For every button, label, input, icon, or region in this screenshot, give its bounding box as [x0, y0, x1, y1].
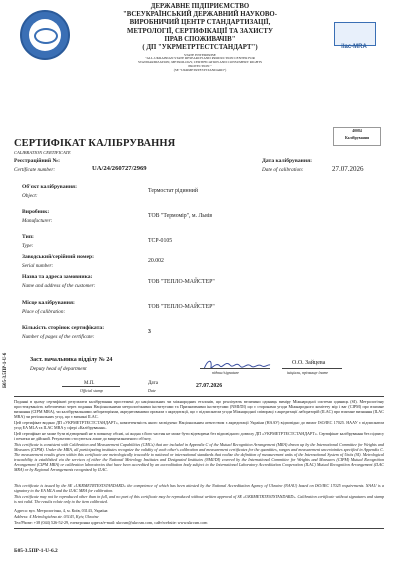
header-line: ( ДП "УКРМЕТРТЕСТСТАНДАРТ"): [142, 44, 258, 52]
field-label-en: Place of calibration:: [22, 309, 66, 315]
ilac-mra-logo-icon: ilac-MRA: [334, 22, 374, 52]
header-en-line: (SE "UKRMETRTESTSTANDARD"): [173, 68, 227, 73]
field-label: Заводський/серійний номер:: [22, 254, 95, 260]
header-en-line: STANDARDIZATION, METROLOGY, CERTIFICATION AND CONSUMERS' RIGHTS: [137, 60, 263, 65]
sign-date-value: 27.07.2026: [196, 383, 223, 389]
paragraph-accreditation-en: This certificate is issued by the SE «UKRMETRTESTSTANDARD» the competence of which has been attested by the National Accreditation Agency of Ukraine (NAAU) based on ISO/IEC 17025 requirements. NAAU is a signatory to the EA MLA and the ILAC MRA for calibration.: [14, 483, 384, 494]
divider: [14, 396, 384, 397]
side-code: Б05-3.5ПР-1-U-6: [3, 352, 8, 388]
address-en: Address: 4 Metrologichna str. 03143, Kyiv, Ukraine: [14, 514, 99, 519]
field-value: TCP-0105: [148, 238, 173, 244]
field-label-en: Object:: [22, 193, 38, 199]
signatory-name: О.О. Зайцева: [292, 360, 326, 366]
field-value: ТОВ "Термомір", м. Львів: [148, 213, 213, 219]
field-value: ТОВ "ТЕПЛО-МАЙСТЕР": [148, 279, 215, 285]
footer-code: Б05-3.5ПР-1-U-6.2: [14, 548, 58, 554]
reg-number-value: UA/24/260727/2969: [92, 165, 147, 172]
header-en-line: STATE ENTERPRISE: [184, 53, 216, 58]
field-label: Місце калібрування:: [22, 300, 75, 306]
header-block: [95, 3, 305, 73]
field-label: Виробник:: [22, 209, 50, 215]
accreditation-stamp: [333, 127, 381, 146]
header-line: ДЕРЖАВНЕ ПІДПРИЄМСТВО: [150, 3, 250, 10]
field-label: Тип:: [22, 234, 34, 240]
paragraph-traceability-ua: Поданні в цьому сертифікаті результати калібрування простежені до національних чи міжнародних еталонів, що реалізують величини одиниць виміру Міжнародної системи одиниць (SI). Метрологічну простежуваність забезпечено через подання Національними метрологічними інститутами та Призначеними інститутами (NMI/DI) що є сторонами угоди Міжнародного комітету мір і ваг (CIPM) про взаємне визнання (CIPM MRA), чи калібрувальними лабораторіями, акредитованими органом з акредитації, що є підписантом угоди Міжнародної співпраці з акредитації лабораторій (ILAC) про взаємне визнання (ILAC MRA) чи регіональних угод, що є визнані ILAC.: [14, 399, 384, 420]
field-label-en: Manufacturer:: [22, 218, 53, 224]
divider: [14, 528, 384, 529]
reg-number-label: Реєстраційний №:: [14, 158, 61, 164]
field-label: Назва та адреса замовника:: [22, 274, 93, 280]
official-stamp-label-en: Official stamp: [80, 388, 103, 393]
signatory-position: Заст. начальника відділу № 24: [30, 357, 113, 363]
header-line: МЕТРОЛОГІЇ, СЕРТИФІКАЦІЇ ТА ЗАХИСТУ: [127, 27, 273, 35]
field-value: 20.002: [148, 258, 164, 264]
paragraph-reproduction-en: This certificate may not be reproduced other than in full, and no part of this certificate may be reproduced without written approval of SE «UKRMETRTESTSTANDARD». Calibration certificate without signatures and stamp is not valid. The results relate only to the item calibrated.: [14, 494, 384, 505]
address-ua: Адреса: вул. Метрологічна, 4, м. Київ, 03143, Україна: [14, 508, 108, 513]
paragraph-reproduction-ua: Цей сертифікат не може бути відтворений не в повному обсязі, ні жодна з його частин не може бути відтворена без відповідного дозволу ДП «УКРМЕТРТЕСТСТАНДАРТ». Сертифікат калібрування без підпису і печатки не дійсний. Результати стосуються лише до вищезазначеного об'єкту.: [14, 431, 384, 442]
header-line: ПРАВ СПОЖИВАЧІВ": [164, 35, 236, 43]
paragraph-traceability-en: This certificate is consistent with Calibration and Measurement Capabilities (CMCs) that are included in Appendix C of the Mutual Recognition Arrangement (MRA) drawn up by the International Committee for Weights and Measures (CIPM). Under the MRA, all participating institutes recognize the validity of each other's calibration and measurement certificates for the quantities, ranges and measurement uncertainties specified in Appendix C. The measurement results given within this certificate are metrologically traceable to national or international standards that realize the definition of measurement units of the International System of Units (SI). Metrological traceability is established via the services of either the National Metrology Institutes and Designated Institutes (NMI/DI) covered by the International Committee for Weights and Measures (CIPM) Mutual Recognition Arrangement (CIPM MRA) or calibration laboratories that have been accredited by an accreditation body subject to the International Laboratory Accreditation Cooperation (ILAC) Mutual Recognition Arrangement (ILAC MRA) or by Regional Arrangements recognized by ILAC.: [14, 442, 384, 473]
field-label-en: Number of pages of the certificate:: [22, 334, 95, 340]
field-value: Термостат рідинний: [148, 188, 198, 194]
field-label: Об'єкт калібрування:: [22, 184, 77, 190]
signature-caption: підпис/signature: [212, 370, 239, 375]
stamp-label: Калібрування: [344, 136, 370, 140]
signatory-position-en: Deputy head of department: [30, 366, 87, 372]
header-line: ВИРОБНИЧИЙ ЦЕНТР СТАНДАРТИЗАЦІЇ,: [129, 19, 271, 27]
header-en-line: PROTECTION ": [188, 64, 212, 69]
sign-date-label-en: Date: [148, 388, 156, 393]
field-label-en: Type:: [22, 243, 34, 249]
contacts: Тел/Phone: +38 (044) 526-52-29, електронна адреса/e-mail: ukrcsm@ukrcsm.com, сайт/website: www.ukrcsm.com: [14, 520, 208, 525]
official-stamp-label: М.П.: [84, 381, 95, 386]
paragraph-accreditation-ua: Цей сертифікат видано ДП «УКРМЕТРТЕСТСТАНДАРТ», компетентність якого засвідчено Національним агентством з акредитації України (НААУ) відповідно до вимог ISO/IEC 17025. НААУ є підписантом угод EA MLA та ILAC MRA у сфері «Калібрування».: [14, 420, 384, 431]
calibration-date-label-en: Date of calibration:: [262, 167, 304, 173]
field-label-en: Serial number:: [22, 263, 54, 269]
header-line: "ВСЕУКРАЇНСЬКИЙ ДЕРЖАВНИЙ НАУКОВО-: [123, 11, 277, 19]
field-value: 3: [148, 329, 151, 335]
ukrmetrteststandard-logo-icon: [20, 10, 70, 60]
certificate-title: СЕРТИФІКАТ КАЛІБРУВАННЯ: [14, 138, 176, 149]
calibration-date-value: 27.07.2026: [332, 165, 364, 173]
field-label-en: Name and address of the customer:: [22, 283, 96, 289]
sign-date-label: Дата: [148, 381, 158, 386]
reg-number-label-en: Certificate number:: [14, 167, 56, 173]
stamp-number: 40084: [352, 129, 362, 133]
name-caption: ініціали, прізвище /name: [287, 370, 329, 375]
field-value: ТОВ "ТЕПЛО-МАЙСТЕР": [148, 304, 215, 310]
header-en-line: "ALL-UKRAINIAN STATE RESEARCH AND PRODUCTION CENTER FOR: [145, 56, 255, 61]
field-label: Кількість сторінок сертифіката:: [22, 325, 105, 331]
calibration-date-label: Дата калібрування:: [262, 158, 312, 164]
certificate-subtitle: CALIBRATION CERTIFICATE: [14, 150, 71, 155]
